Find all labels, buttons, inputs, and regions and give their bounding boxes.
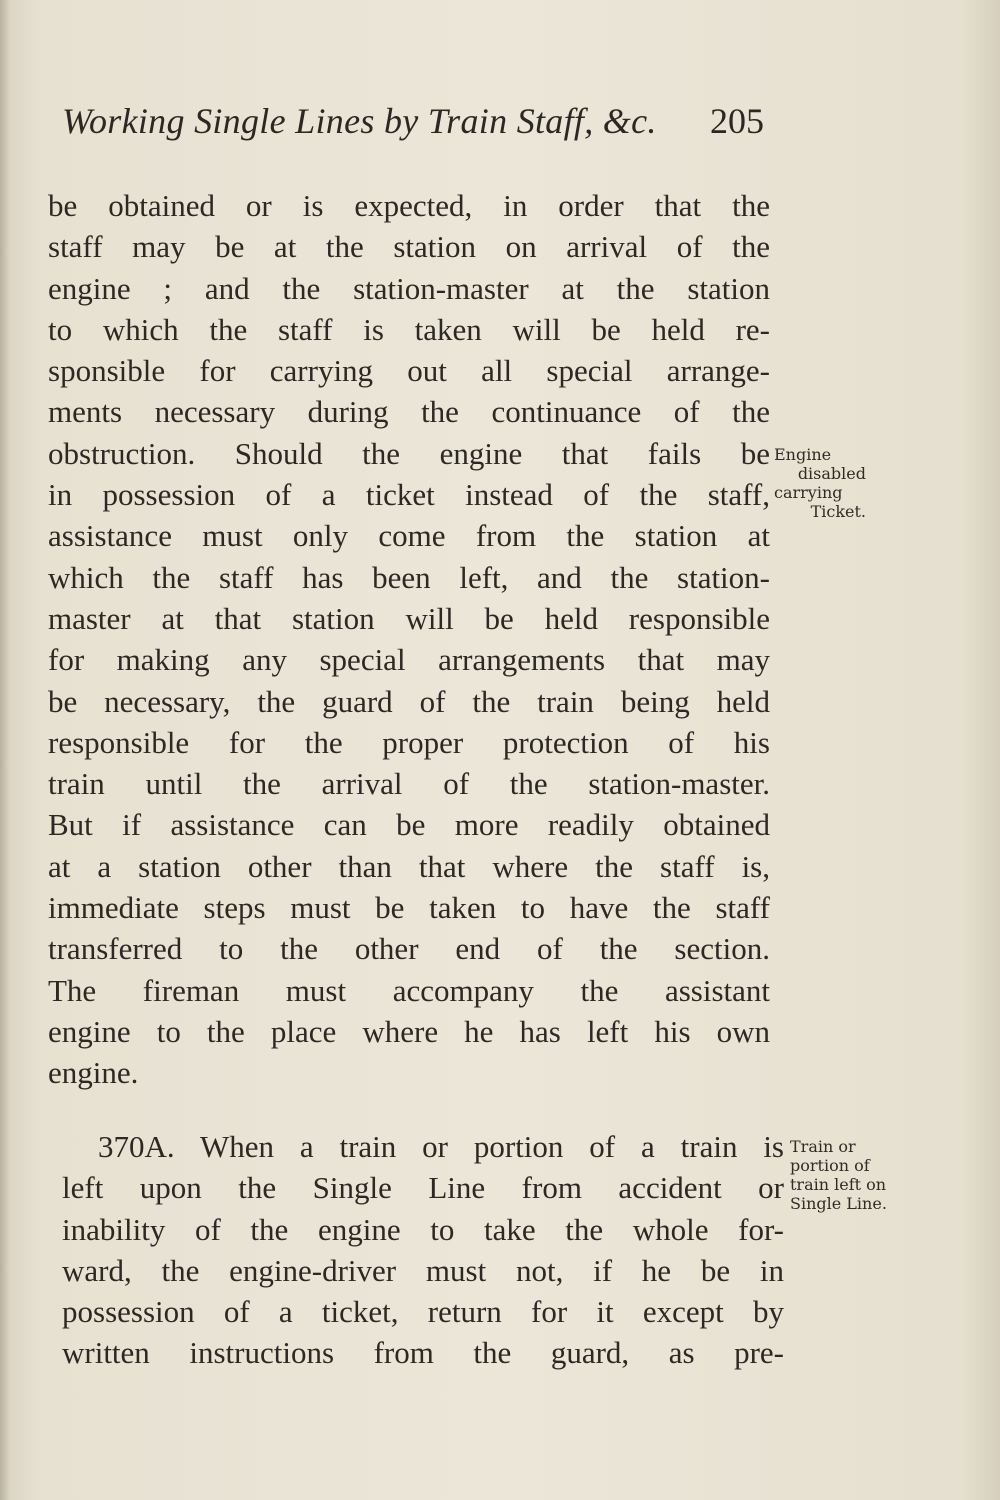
text-line: engine to the place where he has left his own [48, 1013, 770, 1049]
text-line: be necessary, the guard of the train being held [48, 683, 770, 719]
text-line: 370A. When a train or portion of a train is [98, 1129, 784, 1164]
margin-note-line: carrying [774, 483, 843, 502]
page-edge-shadow [0, 0, 10, 1500]
text-line: to which the staff is taken will be held re- [48, 311, 770, 347]
margin-note-train-left [790, 1137, 940, 1213]
text-line: engine. [48, 1055, 139, 1091]
page-number: 205 [710, 101, 764, 141]
margin-note-line: portion of [790, 1156, 870, 1175]
text-line: left upon the Single Line from accident or [62, 1170, 784, 1206]
text-line: train until the arrival of the station-master. [48, 766, 770, 802]
text-line: responsible for the proper protection of his [48, 724, 770, 760]
text-line: written instructions from the guard, as pre- [62, 1335, 784, 1371]
margin-note-line: Engine [774, 445, 832, 464]
text-line: master at that station will be held responsible [48, 600, 770, 636]
margin-note-line: Train or [790, 1137, 856, 1156]
text-line: assistance must only come from the station at [48, 518, 770, 554]
text-line: be obtained or is expected, in order that the [48, 188, 770, 223]
margin-note-engine-disabled [774, 445, 884, 521]
margin-note-line: train left on [790, 1175, 887, 1194]
text-line: obstruction. Should the engine that fails be [48, 435, 770, 471]
text-line: immediate steps must be taken to have the staff [48, 890, 770, 926]
text-line: sponsible for carrying out all special arrange- [48, 353, 770, 389]
text-line: for making any special arrangements that may [48, 642, 770, 678]
text-line: in possession of a ticket instead of the staff, [48, 477, 770, 513]
running-title: Working Single Lines by Train Staff, &c. [62, 101, 657, 141]
margin-note-line: Single Line. [790, 1194, 887, 1213]
margin-note-line: disabled [797, 464, 866, 483]
text-line: ments necessary during the continuance of the [48, 394, 770, 430]
text-line: transferred to the other end of the section. [48, 931, 770, 967]
text-line: at a station other than that where the staff is, [48, 848, 770, 884]
text-line: possession of a ticket, return for it except by [62, 1294, 784, 1330]
running-head [62, 100, 772, 150]
text-line: staff may be at the station on arrival of the [48, 229, 770, 265]
text-line: ward, the engine-driver must not, if he be in [62, 1252, 784, 1288]
margin-note-line: Ticket. [810, 502, 866, 521]
text-line: which the staff has been left, and the station- [48, 559, 770, 595]
text-line: The fireman must accompany the assistant [48, 972, 770, 1008]
paragraph-1 [48, 185, 770, 1094]
text-line: engine ; and the station-master at the station [48, 270, 770, 306]
text-line: But if assistance can be more readily obtained [48, 807, 770, 843]
text-line: inability of the engine to take the whole for- [62, 1211, 784, 1247]
paragraph-2 [62, 1126, 784, 1374]
